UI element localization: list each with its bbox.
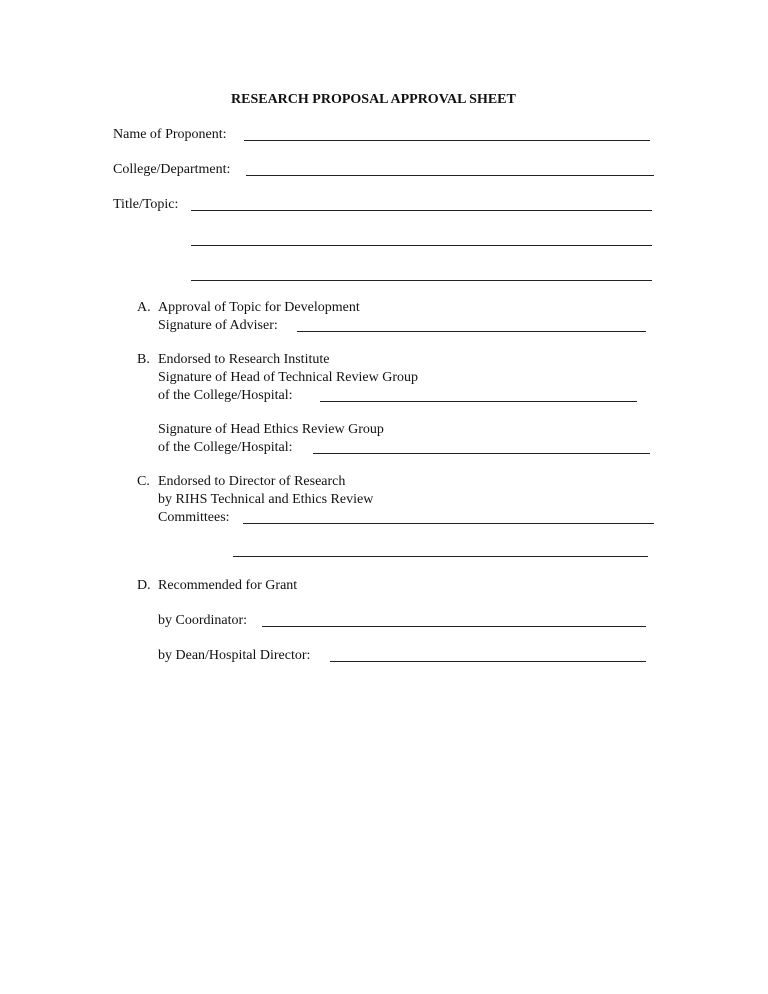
section-a-letter: A.	[137, 300, 151, 315]
section-d-heading: Recommended for Grant	[158, 578, 298, 593]
title-topic-field-2[interactable]	[191, 245, 652, 246]
title-topic-field-3[interactable]	[191, 280, 652, 281]
section-d-letter: D.	[137, 578, 151, 593]
coordinator-signature-field[interactable]	[262, 626, 646, 627]
tech-review-label-line2: of the College/Hospital:	[158, 388, 293, 403]
ethics-review-label-line1: Signature of Head Ethics Review Group	[158, 422, 384, 437]
title-topic-label: Title/Topic:	[113, 197, 179, 212]
proponent-field[interactable]	[244, 140, 650, 141]
tech-review-label-line1: Signature of Head of Technical Review Group	[158, 370, 419, 385]
college-label: College/Department:	[113, 162, 231, 177]
section-b-heading: Endorsed to Research Institute	[158, 352, 330, 367]
proponent-label: Name of Proponent:	[113, 127, 227, 142]
adviser-signature-label: Signature of Adviser:	[158, 318, 278, 333]
committees-label-line2: Committees:	[158, 510, 230, 525]
tech-review-signature-field[interactable]	[320, 401, 637, 402]
title-topic-field-1[interactable]	[191, 210, 652, 211]
section-b-letter: B.	[137, 352, 150, 367]
committees-signature-field-2[interactable]	[233, 556, 648, 557]
coordinator-label: by Coordinator:	[158, 613, 248, 628]
dean-director-label: by Dean/Hospital Director:	[158, 648, 311, 663]
section-c-heading: Endorsed to Director of Research	[158, 474, 346, 489]
page-title: RESEARCH PROPOSAL APPROVAL SHEET	[231, 92, 516, 107]
college-field[interactable]	[246, 175, 654, 176]
ethics-review-label-line2: of the College/Hospital:	[158, 440, 293, 455]
adviser-signature-field[interactable]	[297, 331, 646, 332]
ethics-review-signature-field[interactable]	[313, 453, 650, 454]
section-c-letter: C.	[137, 474, 150, 489]
committees-label-line1: by RIHS Technical and Ethics Review	[158, 492, 374, 507]
section-a-heading: Approval of Topic for Development	[158, 300, 360, 315]
committees-signature-field-1[interactable]	[243, 523, 654, 524]
dean-director-signature-field[interactable]	[330, 661, 646, 662]
